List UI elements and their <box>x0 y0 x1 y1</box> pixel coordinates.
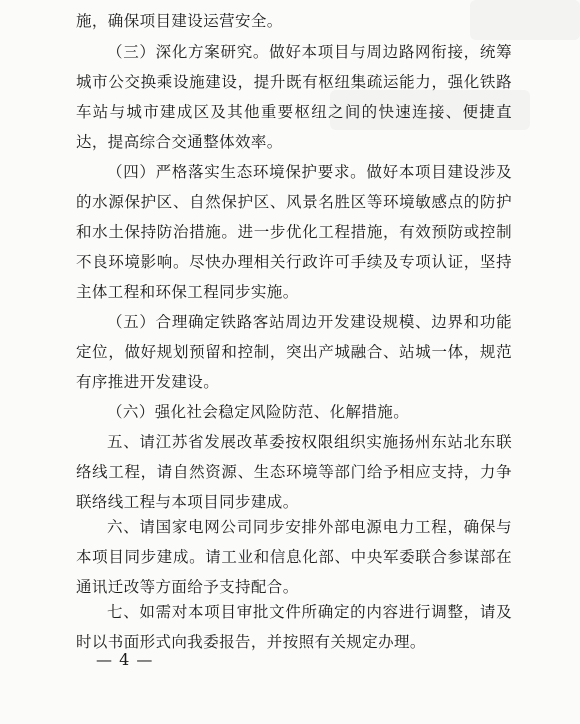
paragraph-section-6: 六、请国家电网公司同步安排外部电源电力工程，确保与本项目同步建成。请工业和信息化部、中央军委联合参谋部在通讯迁改等方面给予支持配合。 <box>76 518 512 596</box>
paragraph-continuation: 施，确保项目建设运营安全。 <box>76 12 283 30</box>
paragraph-item-6: （六）强化社会稳定风险防范、化解措施。 <box>107 403 410 421</box>
paragraph-item-5: （五）合理确定铁路客站周边开发建设规模、边界和功能定位，做好规划预留和控制，突出产城融合、站城一体，规范有序推进开发建设。 <box>76 313 512 391</box>
paragraph-section-7: 七、如需对本项目审批文件所确定的内容进行调整，请及时以书面形式向我委报告，并按照有关规定办理。 <box>76 603 512 651</box>
paragraph-item-4: （四）严格落实生态环境保护要求。做好本项目建设涉及的水源保护区、自然保护区、风景名胜区等环境敏感点的防护和水土保持防治措施。进一步优化工程措施，有效预防或控制不良环境影响。尽快办理相关行政许可手续及专项认证，坚持主体工程和环保工程同步实施。 <box>76 163 512 301</box>
paragraph-section-5: 五、请江苏省发展改革委按权限组织实施扬州东站北东联络线工程，请自然资源、生态环境等部门给予相应支持，力争联络线工程与本项目同步建成。 <box>76 433 512 511</box>
paragraph-item-3: （三）深化方案研究。做好本项目与周边路网衔接，统筹城市公交换乘设施建设，提升既有枢纽集疏运能力，强化铁路车站与城市建成区及其他重要枢纽之间的快速连接、便捷直达，提高综合交通整体效率。 <box>76 43 512 151</box>
page-number: — 4 — <box>96 650 154 669</box>
